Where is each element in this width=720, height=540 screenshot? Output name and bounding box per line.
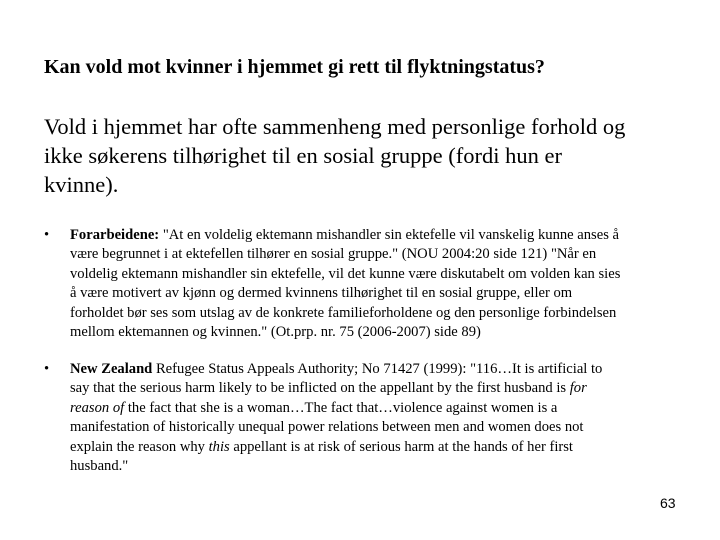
bullet-line: [70, 245, 690, 264]
bullet-line: [70, 379, 690, 398]
bullet-line: [70, 418, 690, 437]
slide-title: Kan vold mot kvinner i hjemmet gi rett til flyktningstatus?: [44, 56, 545, 78]
text-segment: "At en voldelig ektemann mishandler sin ektefelle vil vanskelig kunne anses å: [162, 227, 620, 243]
italic-text: for: [569, 380, 587, 397]
text-segment: explain the reason why: [70, 438, 209, 455]
bold-text: Forarbeidene:: [70, 227, 163, 243]
bullet-line: [70, 399, 690, 418]
lead-line: ikke søkerens tilhørighet til en sosial gruppe (fordi hun er: [44, 143, 563, 168]
lead-line: Vold i hjemmet har ofte sammenheng med personlige forhold og: [44, 114, 626, 139]
text-segment: å være motivert av kjønn og dermed kvinnens tilhørighet til en sosial gruppe, eller om: [70, 285, 573, 302]
bold-text: New Zealand: [70, 361, 156, 377]
bullet-line: [70, 226, 690, 245]
bullet-line: [70, 457, 690, 476]
text-segment: appellant is at risk of serious harm at the hands of her first: [229, 438, 573, 455]
page-number: 63: [660, 495, 676, 511]
text-segment: the fact that she is a woman…The fact that…violence against women is a: [127, 399, 558, 416]
lead-paragraph: [44, 112, 694, 199]
bullet-line: [70, 284, 690, 303]
bullet-text: [70, 360, 690, 476]
bullet-line: [70, 438, 690, 457]
italic-text: reason of: [70, 399, 128, 416]
text-segment: Refugee Status Appeals Authority; No 71427 (1999): "116…It is artificial to: [155, 361, 603, 377]
text-segment: husband.": [70, 458, 129, 475]
text-segment: mellom ektemannen og kvinnen." (Ot.prp. nr. 75 (2006-2007) side 89): [70, 324, 481, 341]
bullet-line: [70, 265, 690, 284]
italic-text: this: [208, 438, 230, 455]
lead-line: kvinne).: [44, 172, 119, 197]
text-segment: voldelig ektemann mishandler sin ektefelle, vil det kunne være diskutabelt om volden kan sies: [70, 265, 621, 282]
bullet-line: [70, 304, 690, 323]
text-segment: være begrunnet i at ektefellen tilhører en sosial gruppe." (NOU 2004:20 side 121) "Når en: [70, 246, 597, 263]
bullet-text: [70, 226, 690, 342]
text-segment: manifestation of historically unequal power relations between men and women does not: [70, 419, 584, 436]
bullet-icon: •: [44, 361, 50, 377]
bullet-icon: •: [44, 227, 50, 243]
text-segment: say that the serious harm likely to be inflicted on the appellant by the first husband is: [70, 380, 570, 397]
bullet-line: [70, 360, 690, 379]
bullet-line: [70, 323, 690, 342]
text-segment: forholdet bør ses som utslag av de konkrete familieforholdene og den personlige forbindelsen: [70, 304, 617, 321]
